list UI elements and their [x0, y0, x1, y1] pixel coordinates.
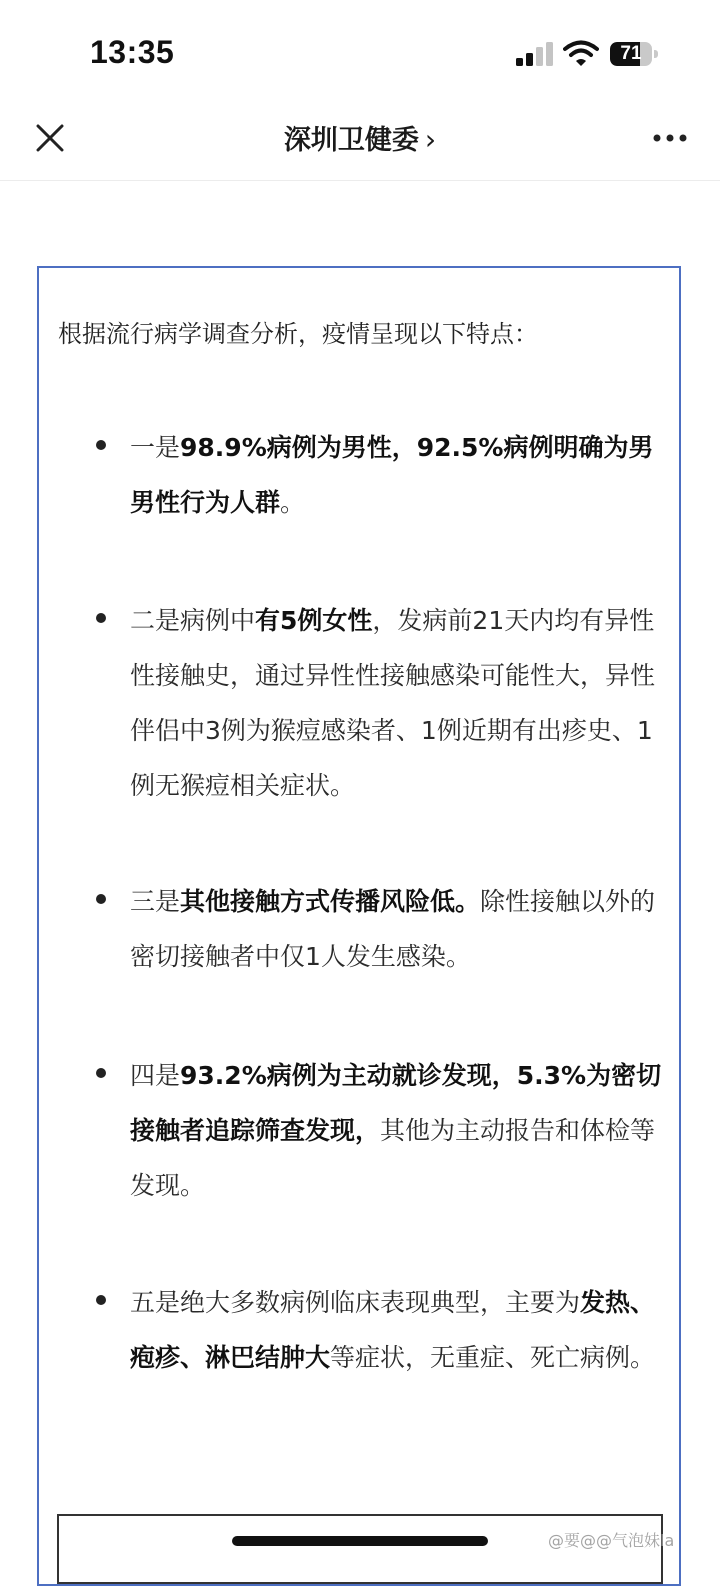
wifi-icon	[563, 40, 599, 68]
watermark: @要@@气泡妹la	[548, 1531, 675, 1550]
bullet-icon	[96, 1068, 106, 1078]
bullet-icon	[96, 894, 106, 904]
text-segment: 三是	[130, 887, 181, 916]
battery-level: 71	[620, 43, 642, 64]
status-bar	[0, 0, 720, 100]
bullet-icon	[96, 1295, 106, 1305]
more-icon	[650, 122, 690, 154]
text-segment: 除性接触以外的密切接触者中仅1人发生感染。	[130, 887, 656, 971]
nav-bar	[0, 100, 720, 181]
text-segment: 其他为主动报告和体检等发现。	[130, 1116, 656, 1200]
bold-segment: 其他接触方式传播风险低。	[180, 887, 481, 916]
list-item-text	[130, 874, 666, 984]
bold-segment: 93.2%病例为主动就诊发现，5.3%为密切接触者追踪筛查发现，	[130, 1061, 662, 1145]
text-segment: 四是	[130, 1061, 181, 1090]
bold-segment: 98.9%病例为男性，92.5%病例明确为男男性行为人群	[130, 433, 654, 517]
text-segment: 等症状，无重症、死亡病例。	[330, 1343, 656, 1372]
status-time: 13:35	[90, 34, 175, 70]
text-segment: 一是	[130, 433, 181, 462]
bullet-icon	[96, 440, 106, 450]
signal-icon	[516, 42, 554, 66]
bold-segment: 发热、疱疹、淋巴结肿大	[130, 1288, 656, 1372]
article-intro: 根据流行病学调查分析，疫情呈现以下特点：	[58, 320, 538, 348]
list-item-text	[130, 593, 666, 813]
list-item-text	[130, 1275, 666, 1385]
list-item-text	[130, 420, 666, 530]
text-segment: 五是绝大多数病例临床表现典型，主要为	[130, 1288, 581, 1317]
home-indicator[interactable]	[232, 1536, 488, 1546]
bold-segment: 有5例女性	[255, 606, 373, 635]
text-segment: 。	[280, 488, 306, 517]
chevron-right-icon: ›	[424, 123, 437, 156]
account-title-link[interactable]	[0, 118, 720, 157]
text-segment: ，发病前21天内均有异性性接触史，通过异性性接触感染可能性大，异性伴侣中3例为猴痘感染者、1例近期有出疹史、1例无猴痘相关症状。	[130, 606, 656, 800]
list-item-text	[130, 1048, 666, 1213]
account-title: 深圳卫健委	[283, 125, 419, 156]
text-segment: 二是病例中	[130, 606, 256, 635]
more-button[interactable]	[650, 122, 690, 154]
bullet-icon	[96, 613, 106, 623]
battery-icon	[610, 42, 660, 66]
